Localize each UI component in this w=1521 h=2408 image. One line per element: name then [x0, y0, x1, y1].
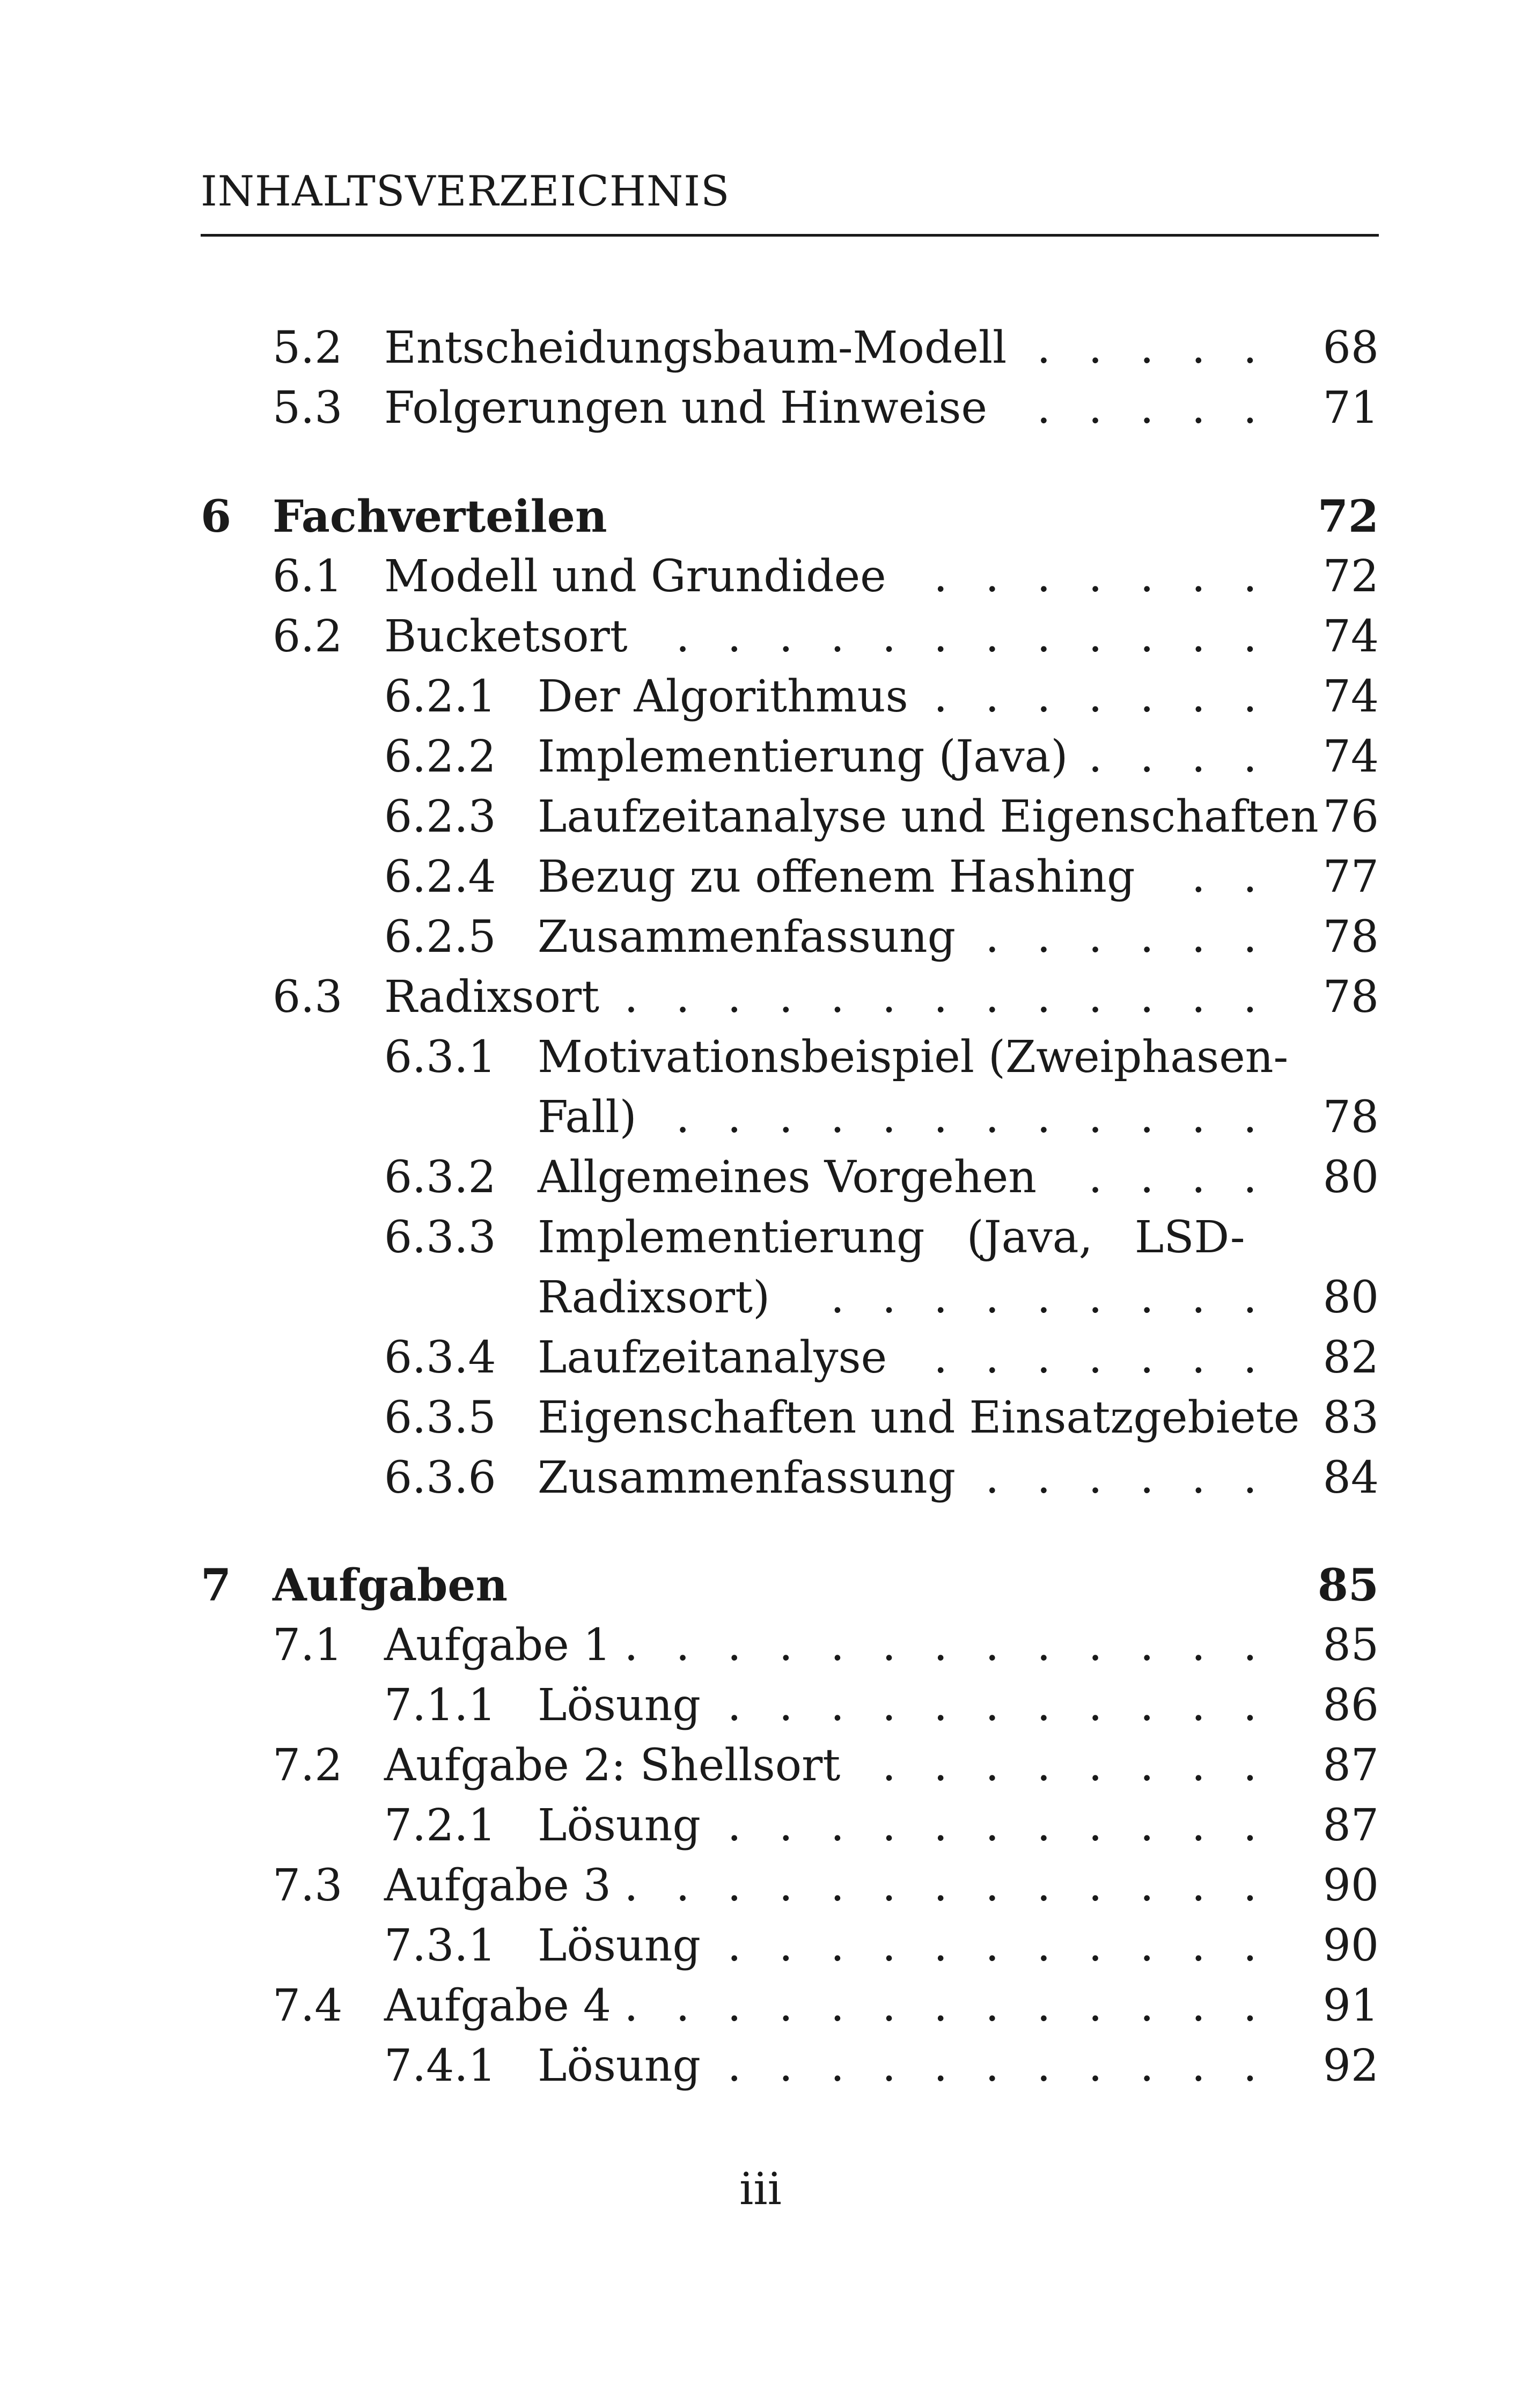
toc-entry[interactable]	[0, 383, 1521, 440]
chapter-page: 85	[1317, 1560, 1379, 1611]
toc-leader-dots: . . . . . . .	[934, 551, 1269, 602]
chapter-title: Fachverteilen	[273, 491, 607, 542]
toc-number: 6.2.4	[384, 851, 496, 902]
toc-number: 6.2	[273, 611, 343, 662]
toc-number: 6.2.3	[384, 791, 496, 842]
toc-number: 7.3.1	[384, 1920, 496, 1971]
toc-title: Entscheidungsbaum-Modell	[384, 322, 1007, 373]
toc-page: 71	[1322, 383, 1379, 434]
toc-page: 86	[1322, 1680, 1379, 1731]
toc-title: Lösung	[538, 1920, 701, 1971]
toc-number: 5.2	[273, 322, 343, 373]
toc-entry[interactable]	[0, 1212, 1521, 1269]
toc-entry[interactable]	[0, 1452, 1521, 1510]
toc-page: 72	[1322, 551, 1379, 602]
toc-leader-dots: . . . . . . . . .	[830, 1272, 1269, 1323]
toc-leader-dots: . . . . . . . . . . . . .	[624, 1860, 1269, 1911]
toc-number: 7.4.1	[384, 2040, 496, 2091]
toc-entry[interactable]	[0, 731, 1521, 789]
toc-number: 6.2.1	[384, 671, 496, 722]
toc-entry[interactable]	[0, 671, 1521, 729]
toc-page: 91	[1322, 1980, 1379, 2031]
toc-entry-continuation[interactable]	[0, 1092, 1521, 1149]
toc-page: 87	[1322, 1740, 1379, 1791]
toc-title: Zusammenfassung	[538, 912, 956, 963]
toc-title-line2: Radixsort)	[538, 1272, 770, 1323]
toc-entry[interactable]	[0, 851, 1521, 909]
toc-entry[interactable]	[0, 1920, 1521, 1978]
toc-page: 74	[1322, 671, 1379, 722]
toc-leader-dots: . . . . .	[1037, 383, 1269, 434]
page-number: iii	[739, 2164, 782, 2215]
toc-number: 7.2.1	[384, 1800, 496, 1851]
toc-title: Allgemeines Vorgehen	[538, 1152, 1037, 1203]
toc-number: 6.1	[273, 551, 343, 602]
toc-title: Lösung	[538, 2040, 701, 2091]
toc-page: 78	[1322, 972, 1379, 1023]
toc-page: 77	[1322, 851, 1379, 902]
toc-entry[interactable]	[0, 1152, 1521, 1209]
toc-entry[interactable]	[0, 1392, 1521, 1450]
toc-page: 87	[1322, 1800, 1379, 1851]
toc-number: 7.4	[273, 1980, 343, 2031]
toc-page: 92	[1322, 2040, 1379, 2091]
toc-title: Zusammenfassung	[538, 1452, 956, 1503]
toc-leader-dots: . . . . . . . . . . . .	[675, 1092, 1269, 1143]
toc-number: 6.3.1	[384, 1032, 496, 1083]
toc-leader-dots: . . . . . .	[985, 912, 1269, 963]
toc-page: 80	[1322, 1272, 1379, 1323]
toc-entry[interactable]	[0, 912, 1521, 969]
toc-title: Bucketsort	[384, 611, 628, 662]
toc-entry[interactable]	[0, 1860, 1521, 1918]
toc-number: 7.1.1	[384, 1680, 496, 1731]
toc-title-line1: Motivationsbeispiel (Zweiphasen-	[538, 1032, 1289, 1083]
toc-page: 82	[1322, 1332, 1379, 1383]
toc-entry[interactable]	[0, 791, 1521, 849]
toc-number: 6.3.5	[384, 1392, 496, 1443]
toc-entry[interactable]	[0, 1332, 1521, 1390]
toc-leader-dots: . . . .	[1088, 731, 1269, 782]
toc-number: 6.2.2	[384, 731, 496, 782]
toc-title: Lösung	[538, 1680, 701, 1731]
toc-number: 7.3	[273, 1860, 343, 1911]
toc-page: 84	[1322, 1452, 1379, 1503]
toc-page: 78	[1322, 1092, 1379, 1143]
toc-leader-dots: . . . . . . . . . . .	[727, 1920, 1269, 1971]
toc-title: Laufzeitanalyse	[538, 1332, 887, 1383]
toc-leader-dots: . . . . .	[1037, 322, 1269, 373]
toc-entry[interactable]	[0, 1620, 1521, 1677]
toc-number: 7.1	[273, 1620, 343, 1671]
toc-page: 83	[1322, 1392, 1379, 1443]
toc-title: Aufgabe 4	[384, 1980, 612, 2031]
toc-leader-dots: . . . . . . .	[934, 671, 1269, 722]
toc-page: 85	[1322, 1620, 1379, 1671]
chapter-number: 6	[201, 491, 232, 542]
toc-chapter[interactable]	[0, 1560, 1521, 1617]
toc-title: Laufzeitanalyse und Eigenschaften	[538, 791, 1319, 842]
toc-number: 6.3.2	[384, 1152, 496, 1203]
toc-title: Aufgabe 2: Shellsort	[384, 1740, 841, 1791]
toc-page: 74	[1322, 731, 1379, 782]
toc-number: 5.3	[273, 383, 343, 434]
chapter-page: 72	[1317, 491, 1379, 542]
toc-title: Aufgabe 3	[384, 1860, 612, 1911]
toc-entry[interactable]	[0, 322, 1521, 380]
toc-title: Der Algorithmus	[538, 671, 908, 722]
toc-entry[interactable]	[0, 972, 1521, 1029]
toc-number: 6.2.5	[384, 912, 496, 963]
chapter-number: 7	[201, 1560, 232, 1611]
toc-entry[interactable]	[0, 611, 1521, 669]
toc-number: 7.2	[273, 1740, 343, 1791]
chapter-title: Aufgaben	[273, 1560, 508, 1611]
toc-leader-dots: . . . . . . . . . . .	[727, 1680, 1269, 1731]
toc-entry[interactable]	[0, 1032, 1521, 1089]
toc-page: 90	[1322, 1860, 1379, 1911]
toc-page: 74	[1322, 611, 1379, 662]
toc-leader-dots: . . . . . . . . . . . . .	[624, 972, 1269, 1023]
toc-number: 6.3.4	[384, 1332, 496, 1383]
toc-page: 76	[1322, 791, 1379, 842]
toc-title: Lösung	[538, 1800, 701, 1851]
toc-chapter[interactable]	[0, 491, 1521, 548]
toc-title: Eigenschaften und Einsatzgebiete	[538, 1392, 1300, 1443]
toc-title: Folgerungen und Hinweise	[384, 383, 988, 434]
toc-leader-dots: . . . . . . .	[934, 1332, 1269, 1383]
toc-leader-dots: . . . .	[1088, 1152, 1269, 1203]
toc-leader-dots: . .	[1191, 851, 1269, 902]
toc-page: 78	[1322, 912, 1379, 963]
toc-number: 6.3	[273, 972, 343, 1023]
toc-leader-dots: . . . . . . . . . . . . .	[624, 1620, 1269, 1671]
toc-leader-dots: . . . . . .	[985, 1452, 1269, 1503]
toc-page: 90	[1322, 1920, 1379, 1971]
toc-entry[interactable]	[0, 1980, 1521, 2038]
toc-entry[interactable]	[0, 1800, 1521, 1858]
toc-leader-dots: . . . . . . . . . . . . .	[624, 1980, 1269, 2031]
toc-title: Modell und Grundidee	[384, 551, 886, 602]
toc-title: Bezug zu offenem Hashing	[538, 851, 1135, 902]
toc-entry[interactable]	[0, 2040, 1521, 2098]
toc-title: Implementierung (Java)	[538, 731, 1068, 782]
toc-entry[interactable]	[0, 1680, 1521, 1737]
toc-number: 6.3.3	[384, 1212, 496, 1263]
running-head: INHALTSVERZEICHNIS	[201, 167, 730, 216]
toc-title: Radixsort	[384, 972, 600, 1023]
toc-page: 80	[1322, 1152, 1379, 1203]
toc-title: Aufgabe 1	[384, 1620, 612, 1671]
toc-number: 6.3.6	[384, 1452, 496, 1503]
toc-title-line2: Fall)	[538, 1092, 637, 1143]
toc-title-line1: Implementierung (Java, LSD-	[538, 1212, 1245, 1263]
toc-leader-dots: . . . . . . . .	[882, 1740, 1269, 1791]
toc-entry[interactable]	[0, 1740, 1521, 1797]
toc-leader-dots: . . . . . . . . . . .	[727, 1800, 1269, 1851]
toc-leader-dots: . . . . . . . . . . . .	[675, 611, 1269, 662]
toc-entry[interactable]	[0, 551, 1521, 608]
toc-entry-continuation[interactable]	[0, 1272, 1521, 1330]
toc-leader-dots: . . . . . . . . . . .	[727, 2040, 1269, 2091]
toc-page: 68	[1322, 322, 1379, 373]
